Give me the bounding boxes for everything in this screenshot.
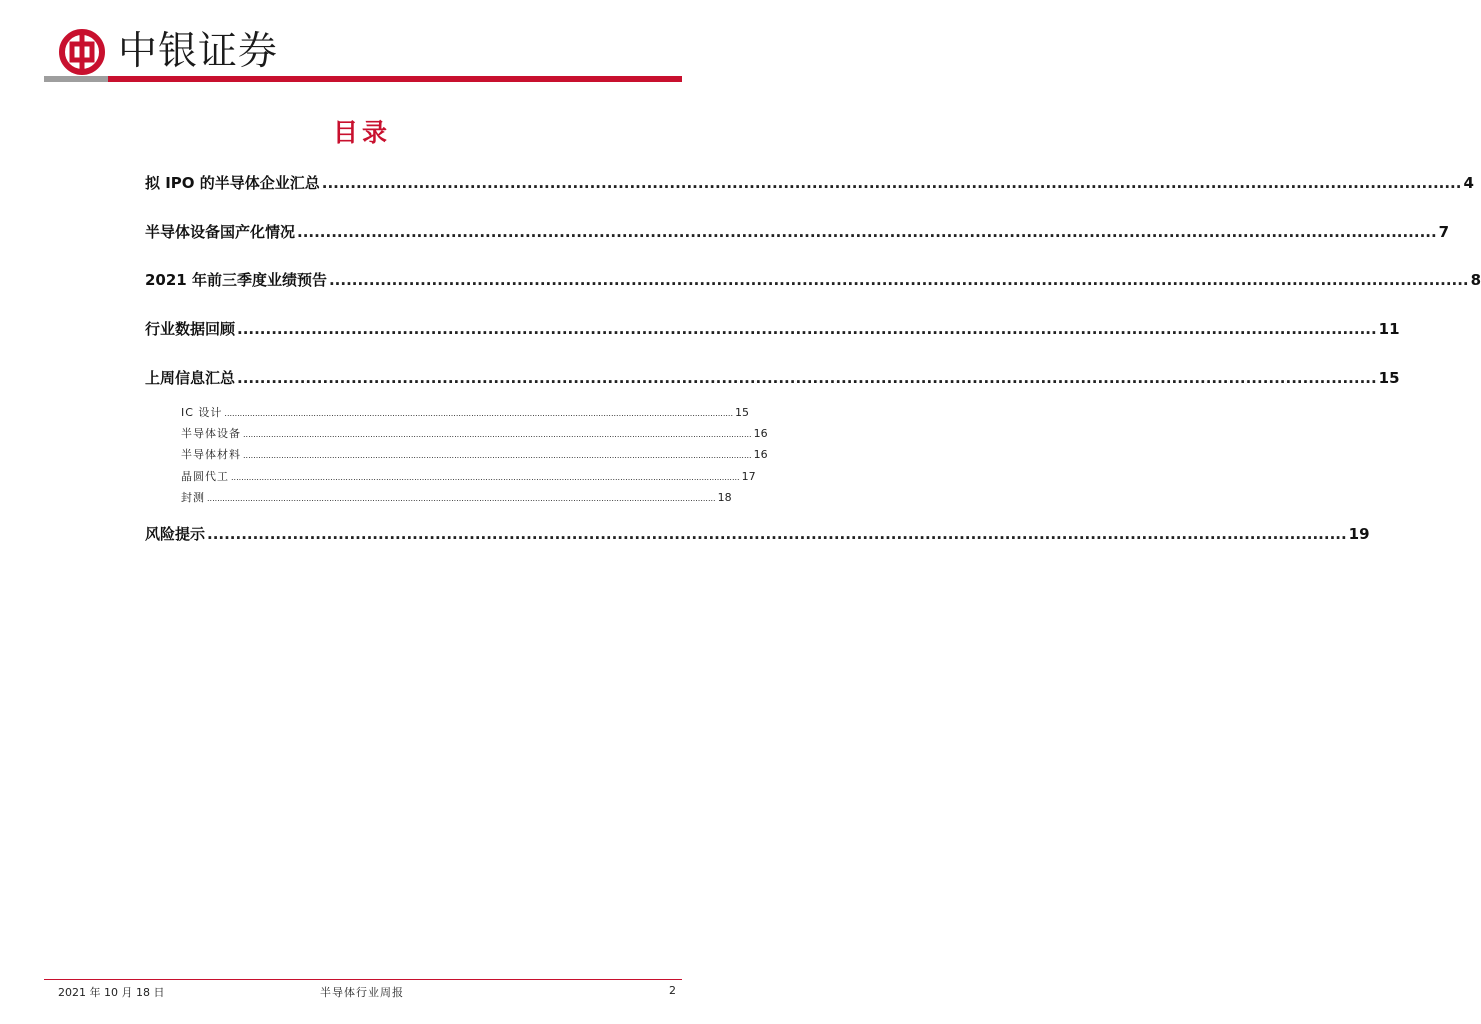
page-header [0, 0, 724, 90]
toc-subentry[interactable] [181, 404, 750, 419]
toc-entry-label: 半导体设备国产化情况 [145, 223, 296, 241]
toc-entry-page: 8 [1470, 271, 1481, 289]
toc-entry-page: 19 [1348, 525, 1370, 543]
footer-report-name: 半导体行业周报 [320, 986, 404, 999]
toc-leader-dots: ........................................................................................................................................................................................................ [207, 525, 1347, 543]
toc-entry-label: 上周信息汇总 [145, 369, 236, 387]
toc-leader-dots: ........................................................................................................................................................................................................ [243, 430, 752, 439]
header-divider-red [108, 76, 682, 82]
toc-entry-label: 拟 IPO 的半导体企业汇总 [145, 174, 320, 192]
toc-entry-page: 16 [753, 427, 768, 440]
toc-entry-label: 行业数据回顾 [145, 320, 236, 338]
toc-entry[interactable] [145, 221, 1450, 241]
toc-entry[interactable] [145, 523, 1370, 543]
toc-leader-dots: ........................................................................................................................................................................................................ [237, 369, 1377, 387]
footer-date: 2021 年 10 月 18 日 [58, 986, 165, 999]
toc-leader-dots: ........................................................................................................................................................................................................ [297, 223, 1437, 241]
footer-divider [44, 979, 682, 980]
toc-entry-label: IC 设计 [181, 406, 223, 419]
toc-entry-label: 2021 年前三季度业绩预告 [145, 271, 327, 289]
toc-subentry[interactable] [181, 446, 768, 461]
toc-entry-page: 17 [741, 470, 756, 483]
toc-entry[interactable] [145, 367, 1400, 387]
toc-entry-page: 15 [1378, 369, 1400, 387]
toc-entry-page: 18 [717, 491, 732, 504]
toc-entry-label: 半导体材料 [181, 448, 241, 461]
toc-leader-dots: ........................................................................................................................................................................................................ [231, 473, 740, 482]
toc-leader-dots: ........................................................................................................................................................................................................ [321, 174, 1462, 192]
toc-leader-dots: ........................................................................................................................................................................................................ [243, 451, 752, 460]
toc-entry[interactable] [145, 269, 1481, 289]
toc-entry[interactable] [145, 318, 1400, 338]
toc-entry-page: 15 [735, 406, 750, 419]
header-divider-grey [44, 76, 108, 82]
toc-entry[interactable] [145, 172, 1474, 192]
toc-subentry[interactable] [181, 425, 768, 440]
toc-subentry[interactable] [181, 489, 732, 504]
toc-entry-label: 风险提示 [145, 525, 206, 543]
toc-entry-label: 晶圆代工 [181, 470, 229, 483]
toc-entry-label: 半导体设备 [181, 427, 241, 440]
toc-leader-dots: ........................................................................................................................................................................................................ [237, 320, 1377, 338]
bank-of-china-logo-icon [58, 28, 106, 76]
toc-leader-dots: ........................................................................................................................................................................................................ [328, 271, 1469, 289]
toc-title: 目录 [332, 118, 391, 147]
footer-page-number: 2 [669, 984, 676, 997]
toc-entry-label: 封测 [181, 491, 205, 504]
toc-leader-dots: ........................................................................................................................................................................................................ [224, 409, 734, 418]
toc-entry-page: 11 [1378, 320, 1400, 338]
toc-entry-page: 7 [1438, 223, 1450, 241]
toc-entry-page: 16 [753, 448, 768, 461]
toc-leader-dots: ........................................................................................................................................................................................................ [207, 494, 716, 503]
toc-subentry[interactable] [181, 468, 756, 483]
toc-entry-page: 4 [1463, 174, 1474, 192]
company-logo-text: 中银证券 [118, 29, 279, 74]
